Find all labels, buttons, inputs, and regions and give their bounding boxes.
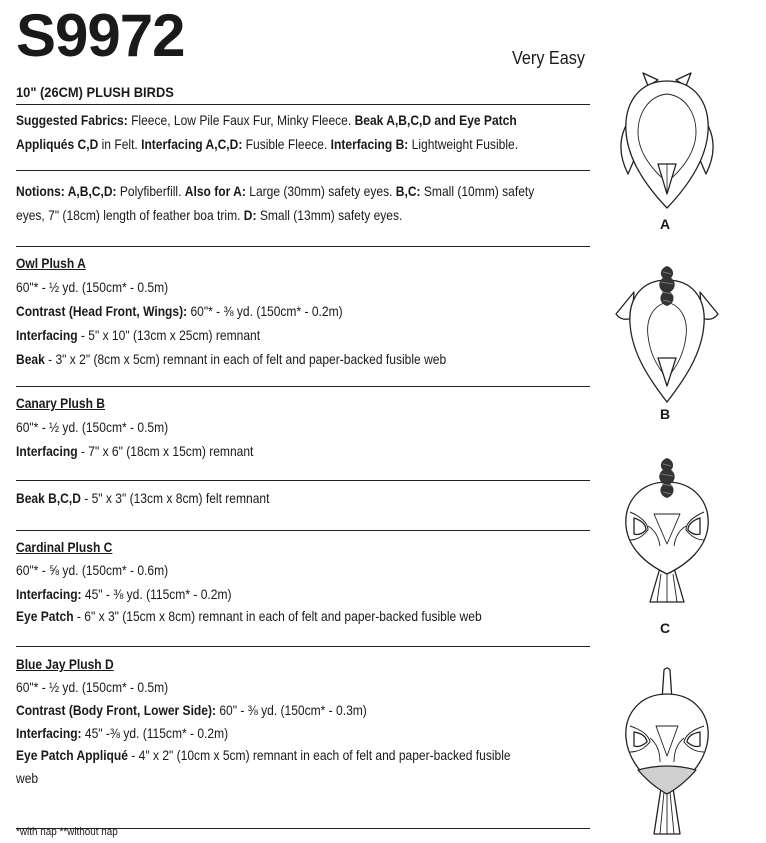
canary-line-2 xyxy=(16,442,253,460)
view-label-c: C xyxy=(660,620,671,636)
canary-title: Canary Plush B xyxy=(16,395,105,411)
cardinal-line-2 xyxy=(16,585,231,603)
text-run: Small (13mm) safety eyes. xyxy=(256,207,403,223)
bold-text-run: Beak A,B,C,D and Eye Patch xyxy=(354,112,517,128)
owl-line-4 xyxy=(16,350,446,368)
text-run: Small (10mm) safety xyxy=(420,183,535,199)
text-run: Polyfiberfill. xyxy=(116,183,185,199)
bluejay-illustration xyxy=(612,666,722,836)
bold-text-run: Also for A: xyxy=(184,183,246,199)
fabrics-line-1 xyxy=(16,111,517,129)
bold-text-run: D: xyxy=(243,207,257,223)
fabrics-line-2 xyxy=(16,135,518,153)
owl-illustration xyxy=(612,70,722,215)
text-run: Lightweight Fusible. xyxy=(408,136,519,152)
bold-text-run: Interfacing: xyxy=(16,586,82,602)
text-run: 60"* - ½ yd. (150cm* - 0.5m) xyxy=(16,419,169,435)
bold-text-run: Eye Patch xyxy=(16,608,74,624)
text-run: 60"* - ½ yd. (150cm* - 0.5m) xyxy=(16,679,169,695)
bluejay-line-5 xyxy=(16,769,38,787)
divider xyxy=(16,480,590,481)
notions-line-2 xyxy=(16,206,402,224)
text-run: web xyxy=(16,770,39,786)
text-run: - 6" x 3" (15cm x 8cm) remnant in each of felt and paper-backed fusible web xyxy=(73,608,482,624)
divider xyxy=(16,646,590,647)
bluejay-line-3 xyxy=(16,724,228,742)
nap-footnote: *with nap **without nap xyxy=(16,826,118,838)
owl-line-2 xyxy=(16,302,343,320)
divider xyxy=(16,386,590,387)
text-run: 45" - ⅜ yd. (115cm* - 0.2m) xyxy=(81,586,232,602)
divider xyxy=(16,246,590,247)
divider xyxy=(16,170,590,171)
section-title-owl xyxy=(16,254,86,272)
section-title-canary xyxy=(16,394,105,412)
text-run: 60"* - ½ yd. (150cm* - 0.5m) xyxy=(16,279,169,295)
bold-text-run: B,C: xyxy=(395,183,421,199)
bold-text-run: Beak xyxy=(16,351,45,367)
text-run: - 3" x 2" (8cm x 5cm) remnant in each of felt and paper-backed fusible web xyxy=(44,351,447,367)
bold-text-run: Interfacing: xyxy=(16,725,82,741)
text-run: 60" - ⅜ yd. (150cm* - 0.3m) xyxy=(216,702,367,718)
bluejay-line-4 xyxy=(16,746,511,764)
canary-illustration xyxy=(612,262,722,407)
bold-text-run: Appliqués C,D xyxy=(16,136,99,152)
cardinal-line-3 xyxy=(16,607,482,625)
text-run: in Felt. xyxy=(98,136,142,152)
pattern-code: S9972 xyxy=(16,2,185,69)
text-run: - 5" x 3" (13cm x 8cm) felt remnant xyxy=(80,490,270,506)
canary-line-1 xyxy=(16,418,168,436)
cardinal-title: Cardinal Plush C xyxy=(16,539,113,555)
view-label-a: A xyxy=(660,216,671,232)
text-run: 60"* - ⅝ yd. (150cm* - 0.6m) xyxy=(16,562,169,578)
bold-text-run: Contrast (Body Front, Lower Side): xyxy=(16,702,217,718)
section-title-cardinal xyxy=(16,538,112,556)
beak-bcd-line xyxy=(16,489,269,507)
owl-line-3 xyxy=(16,326,260,344)
cardinal-line-1 xyxy=(16,561,168,579)
bold-text-run: Suggested Fabrics: xyxy=(16,112,128,128)
text-run: Fleece, Low Pile Faux Fur, Minky Fleece. xyxy=(127,112,355,128)
bluejay-line-2 xyxy=(16,701,367,719)
pattern-title: 10" (26CM) PLUSH BIRDS xyxy=(16,84,174,100)
divider xyxy=(16,104,590,105)
divider xyxy=(16,530,590,531)
bold-text-run: Notions: A,B,C,D: xyxy=(16,183,117,199)
owl-line-1 xyxy=(16,278,168,296)
text-run: eyes, 7" (18cm) length of feather boa trim. xyxy=(16,207,244,223)
bold-text-run: Contrast (Head Front, Wings): xyxy=(16,303,188,319)
text-run: 60"* - ⅜ yd. (150cm* - 0.2m) xyxy=(187,303,343,319)
bluejay-line-1 xyxy=(16,678,168,696)
notions-line-1 xyxy=(16,182,534,200)
section-title-bluejay xyxy=(16,655,114,673)
text-run: 45" -⅜ yd. (115cm* - 0.2m) xyxy=(81,725,229,741)
text-run: - 7" x 6" (18cm x 15cm) remnant xyxy=(77,443,254,459)
bold-text-run: Beak B,C,D xyxy=(16,490,81,506)
bluejay-title: Blue Jay Plush D xyxy=(16,656,114,672)
owl-title: Owl Plush A xyxy=(16,255,86,271)
text-run: Large (30mm) safety eyes. xyxy=(245,183,396,199)
bold-text-run: Interfacing A,C,D: xyxy=(141,136,243,152)
text-run: Fusible Fleece. xyxy=(242,136,331,152)
bold-text-run: Eye Patch Appliqué xyxy=(16,747,128,763)
view-label-b: B xyxy=(660,406,671,422)
bold-text-run: Interfacing B: xyxy=(330,136,409,152)
text-run: - 4" x 2" (10cm x 5cm) remnant in each of felt and paper-backed fusible xyxy=(127,747,511,763)
cardinal-illustration xyxy=(612,456,722,621)
difficulty-label: Very Easy xyxy=(512,48,585,68)
bold-text-run: Interfacing xyxy=(16,443,78,459)
bold-text-run: Interfacing xyxy=(16,327,78,343)
text-run: - 5" x 10" (13cm x 25cm) remnant xyxy=(77,327,261,343)
